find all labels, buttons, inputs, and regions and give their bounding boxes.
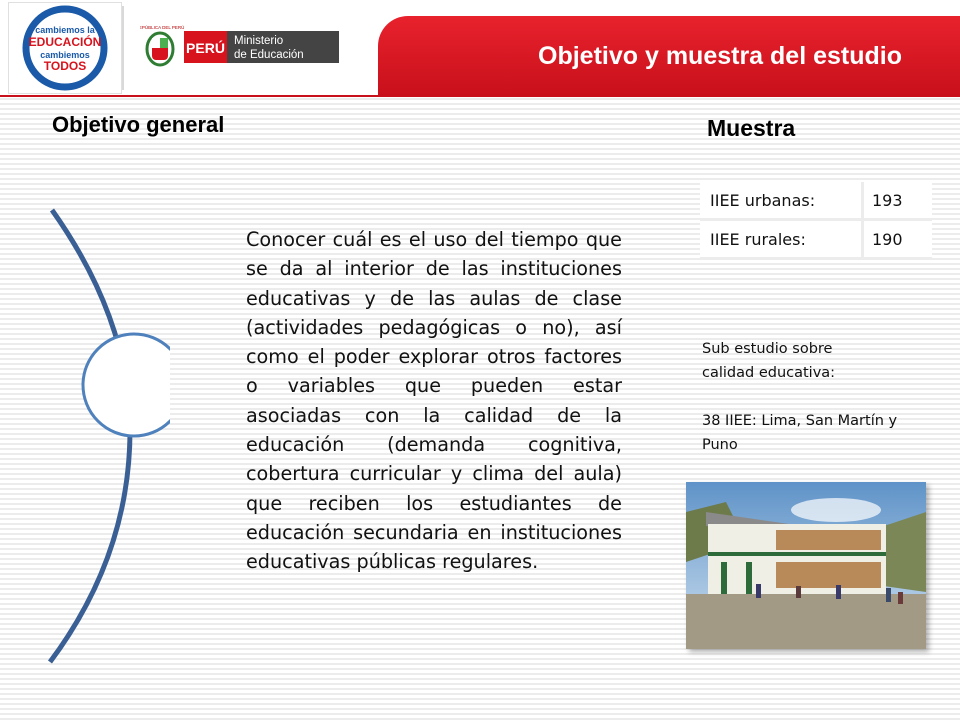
sample-table [700, 182, 932, 260]
objective-text: Conocer cuál es el uso del tiempo que se da al interior de las instituciones educativas y de las aulas de clase (actividades pedagógicas o no), así como el poder explorar otros factores o variables que pueden estar asociadas con la calidad de la educación (demanda cognitiva, cobertura curricular y clima del aula) que reciben los estudiantes de educación secundaria en instituciones educativas públicas regulares. [246, 228, 622, 574]
campaign-logo-icon [9, 3, 121, 93]
rural-value: 190 [863, 220, 933, 259]
peru-seal-icon [140, 22, 345, 70]
rural-label: IIEE rurales: [700, 220, 863, 259]
urban-value: 193 [863, 182, 933, 220]
country-label: PERÚ [186, 40, 225, 56]
logo-line-2: EDUCACIÓN [28, 35, 102, 49]
header-divider [122, 6, 124, 90]
decorative-arc [30, 200, 170, 670]
ministry-line-2: de Educación [234, 49, 304, 61]
header [0, 0, 960, 97]
objective-heading: Objetivo general [52, 112, 225, 137]
seal-caption: REPÚBLICA DEL PERÚ [140, 25, 185, 30]
arc-line [50, 210, 130, 662]
school-building-image [686, 482, 926, 649]
sub-line-3: 38 IIEE: Lima, San Martín y Puno [702, 413, 898, 453]
page-title: Objetivo y muestra del estudio [538, 41, 902, 70]
sample-heading: Muestra [707, 115, 796, 141]
table-row [700, 220, 932, 259]
ministry-logo [140, 22, 345, 70]
sub-study-note [702, 337, 927, 457]
urban-label: IIEE urbanas: [700, 182, 863, 220]
arc-circle [83, 334, 170, 436]
sub-line-2: calidad educativa: [702, 365, 836, 381]
logo-line-3: cambiemos [40, 50, 90, 60]
sub-line-1: Sub estudio sobre [702, 341, 833, 357]
ministry-line-1: Ministerio [234, 35, 284, 47]
header-rule [0, 95, 960, 97]
table-row [700, 182, 932, 220]
logo-line-1: cambiemos la [35, 25, 95, 35]
school-photo [686, 482, 926, 649]
campaign-logo [8, 2, 122, 94]
logo-line-4: TODOS [43, 59, 87, 73]
page-title-bar [378, 16, 960, 96]
